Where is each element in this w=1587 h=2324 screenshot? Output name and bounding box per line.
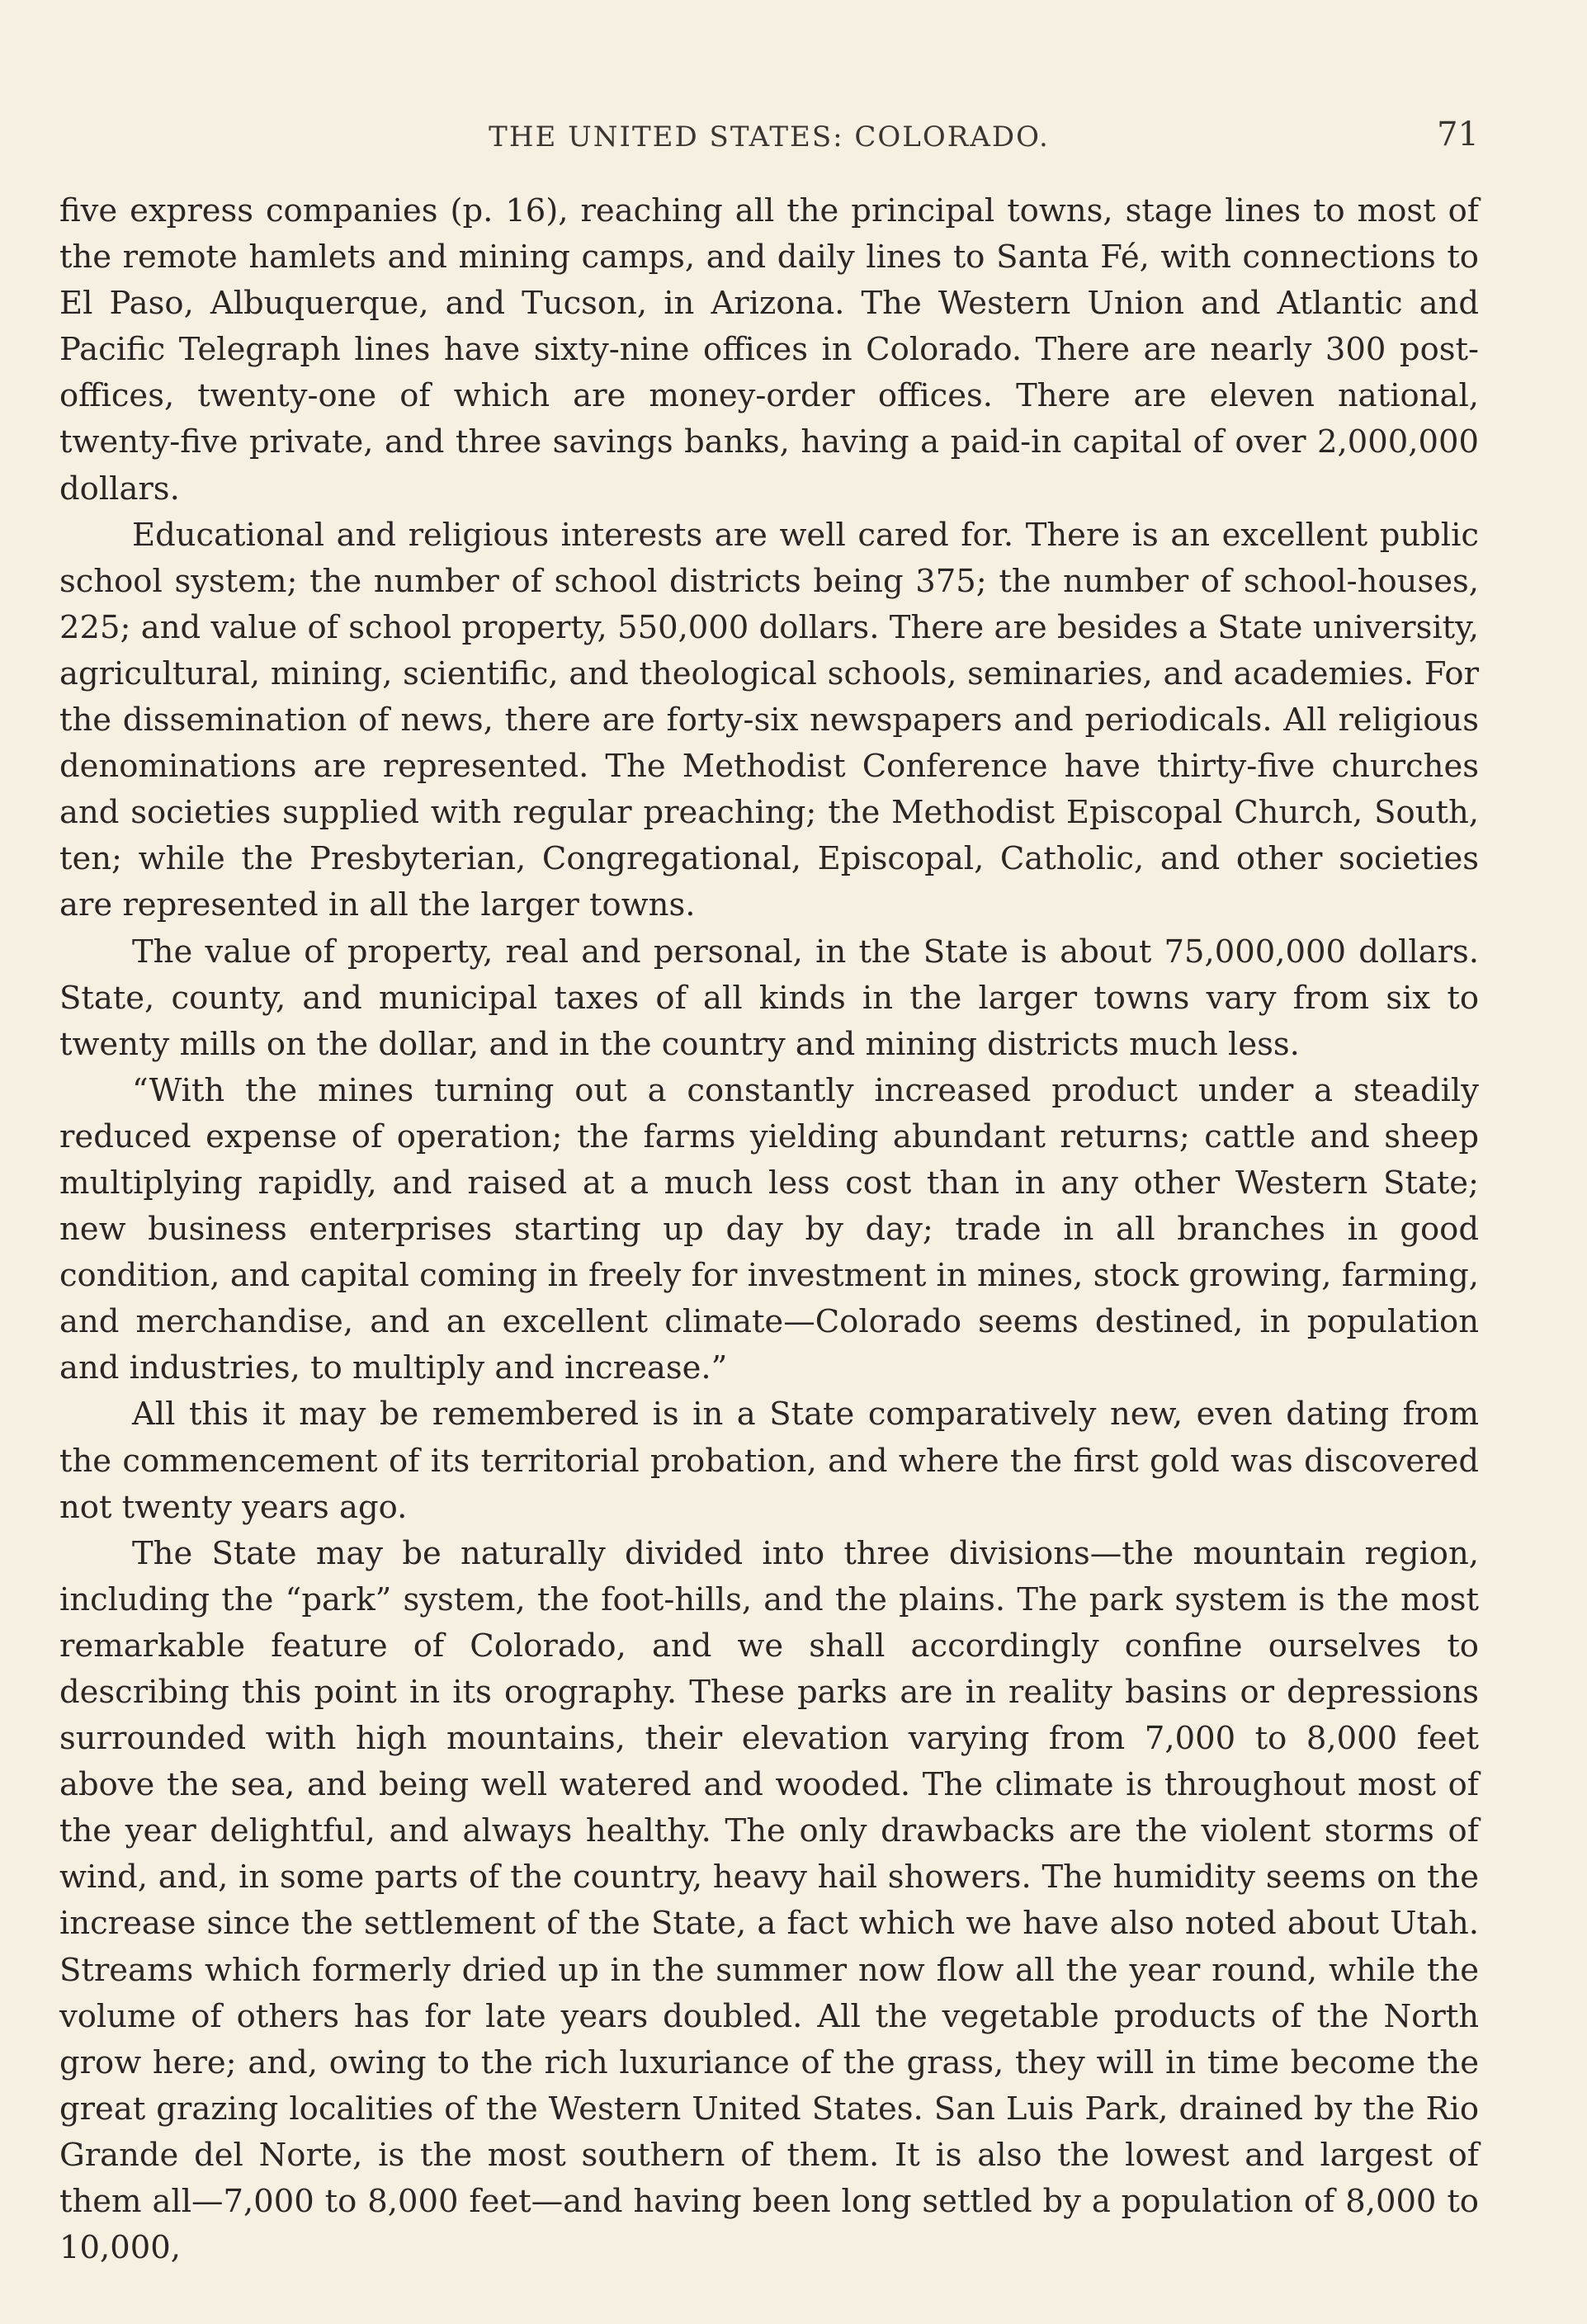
paragraph-new-state: All this it may be remembered is in a State comparatively new, even dating from the commencement of its territorial probation, and where the first gold was discovered not twenty years ago. — [59, 1396, 1479, 1526]
page-number: 71 — [1437, 116, 1479, 154]
body-text — [59, 188, 1479, 2271]
paragraph-continued: five express companies (p. 16), reaching all the principal towns, stage lines to most of the remote hamlets and mining camps, and daily lines to Santa Fé, with connections to El Paso, Albuquerque, and Tucson, in Arizona. The Western Union and Atlantic and Pacific Telegraph lines have sixty-nine offices in Colorado. There are nearly 300 post-offices, twenty-one of which are money-order offices. There are eleven national, twenty-five private, and three savings banks, having a paid-in capital of over 2,000,000 dollars. — [59, 192, 1479, 508]
running-title: THE UNITED STATES: COLORADO. — [489, 120, 1050, 154]
paragraph-park-system: The State may be naturally divided into three divisions—the mountain region, including the “park” system, the foot-hills, and the plains. The park system is the most remarkable feature of Colorado, and we shall accordingly confine ourselves to describing this point in its orography. These parks are in reality basins or depressions surrounded with high mountains, their elevation varying from 7,000 to 8,000 feet above the sea, and being well watered and wooded. The climate is throughout most of the year delightful, and always healthy. The only drawbacks are the violent storms of wind, and, in some parts of the country, heavy hail showers. The humidity seems on the increase since the settlement of the State, a fact which we have also noted about Utah. Streams which formerly dried up in the summer now flow all the year round, while the volume of others has for late years doubled. All the vegetable products of the North grow here; and, owing to the rich luxuriance of the grass, they will in time become the great grazing localities of the Western United States. San Luis Park, drained by the Rio Grande del Norte, is the most southern of them. It is also the lowest and largest of them all—7,000 to 8,000 feet—and having been long settled by a population of 8,000 to 10,000, — [59, 1534, 1479, 2267]
paragraph-education-religion: Educational and religious interests are well cared for. There is an excellent public school system; the number of school districts being 375; the number of school-houses, 225; and value of school property, 550,000 dollars. There are besides a State university, agricultural, mining, scientific, and theological schools, seminaries, and academies. For the dissemination of news, there are forty-six newspapers and periodicals. All religious denominations are represented. The Methodist Conference have thirty-five churches and societies supplied with regular preaching; the Methodist Episcopal Church, South, ten; while the Presbyterian, Congregational, Episcopal, Catholic, and other societies are represented in all the larger towns. — [59, 516, 1479, 924]
page-header — [59, 116, 1479, 165]
paragraph-property-taxes: The value of property, real and personal, in the State is about 75,000,000 dollars. State, county, and municipal taxes of all kinds in the larger towns vary from six to twenty mills on the dollar, and in the country and mining districts much less. — [59, 933, 1479, 1063]
paragraph-quotation: “With the mines turning out a constantly increased product under a steadily reduced expense of operation; the farms yielding abundant returns; cattle and sheep multiplying rapidly, and raised at a much less cost than in any other Western State; new business enterprises starting up day by day; trade in all branches in good condition, and capital coming in freely for investment in mines, stock growing, farming, and merchandise, and an excellent climate—Colorado seems destined, in population and industries, to multiply and increase.” — [59, 1071, 1479, 1387]
